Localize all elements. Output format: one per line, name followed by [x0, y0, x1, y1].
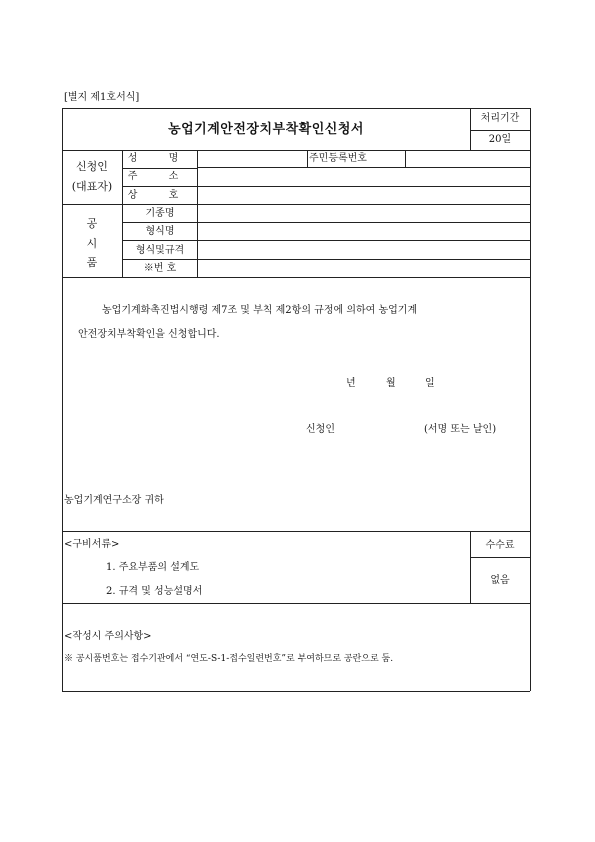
date-year-label: 년	[346, 378, 356, 389]
address-field[interactable]	[198, 168, 529, 185]
resident-number-label: 주민등록번호	[309, 153, 367, 164]
form-tag: [별지 제1호서식]	[64, 92, 140, 103]
date-day-label: 일	[425, 378, 435, 389]
required-doc-item-1: 1. 주요부품의 설계도	[106, 562, 200, 573]
fee-label: 수수료	[485, 540, 515, 551]
required-doc-item-2: 2. 규격 및 성능설명서	[106, 586, 203, 597]
required-docs-header: <구비서류>	[64, 539, 120, 550]
type-name-field[interactable]	[198, 223, 529, 239]
applicant-group-label: 신청인	[76, 160, 108, 173]
sample-number-field[interactable]	[198, 260, 529, 276]
sample-group-char-3: 품	[86, 256, 98, 269]
fee-value: 없음	[490, 575, 510, 586]
model-name-field[interactable]	[198, 205, 529, 221]
name-field[interactable]	[198, 151, 306, 166]
trade-name-label: 상 호	[127, 190, 193, 201]
sample-number-label: ※번 호	[143, 263, 177, 274]
notes-header: <작성시 주의사항>	[64, 631, 152, 642]
applicant-representative-label: (대표자)	[71, 180, 113, 193]
type-spec-field[interactable]	[198, 241, 529, 258]
name-label: 성 명	[127, 153, 193, 164]
sample-group-char-2: 시	[86, 237, 98, 250]
declaration-line-1: 농업기계화촉진법시행령 제7조 및 부칙 제2항의 규정에 의하여 농업기계	[102, 305, 418, 316]
resident-number-field[interactable]	[406, 151, 529, 166]
type-name-label: 형식명	[145, 226, 175, 237]
address-label: 주 소	[127, 171, 193, 182]
addressee: 농업기계연구소장 귀하	[64, 495, 164, 506]
type-spec-label: 형식및규격	[135, 245, 185, 256]
declaration-line-2: 안전장치부착확인을 신청합니다.	[78, 329, 220, 340]
processing-period-label: 처리기간	[480, 113, 520, 124]
model-name-label: 기종명	[145, 208, 175, 219]
sample-group-char-1: 공	[86, 217, 98, 230]
notes-text: ※ 공시품번호는 접수기관에서 “연도-S-1-접수일련번호”로 부여하므로 공란으로 둠.	[64, 654, 394, 664]
signer-name-field[interactable]	[345, 420, 420, 436]
processing-period-value: 20일	[488, 134, 512, 145]
trade-name-field[interactable]	[198, 187, 529, 203]
signer-label: 신청인	[306, 424, 335, 435]
date-month-label: 월	[386, 378, 396, 389]
form-title: 농업기계안전장치부착확인신청서	[168, 122, 364, 137]
signature-label: (서명 또는 날인)	[424, 424, 497, 435]
